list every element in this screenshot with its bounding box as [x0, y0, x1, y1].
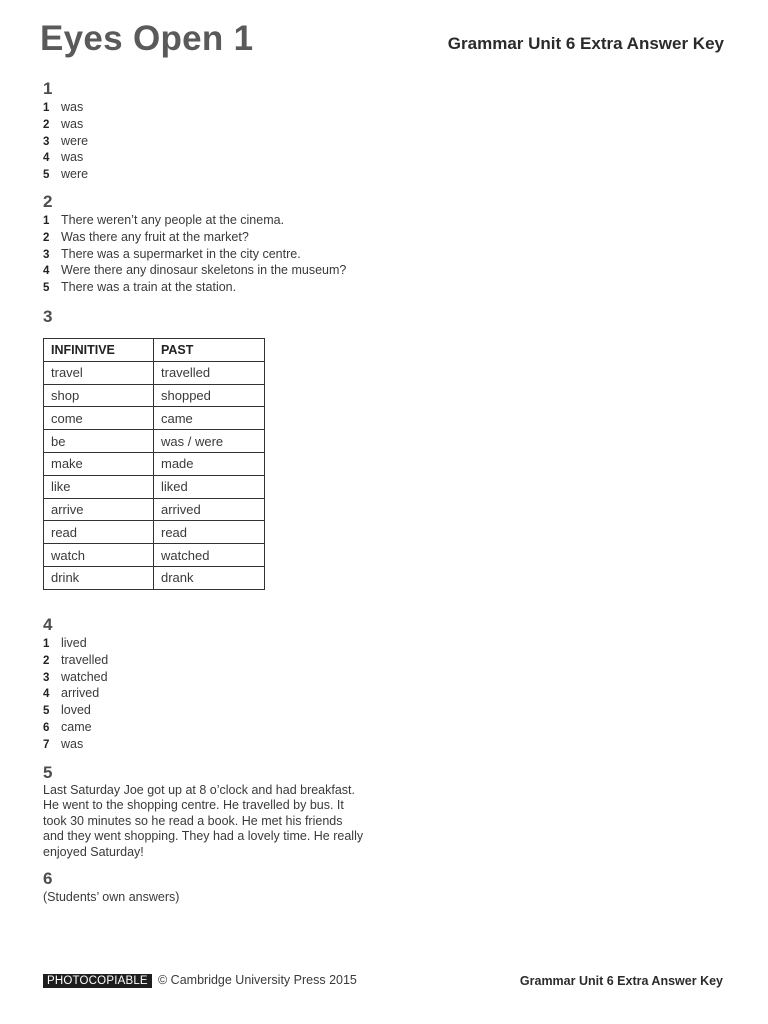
list-item [43, 166, 88, 183]
list-item [43, 279, 346, 296]
past-cell: made [154, 452, 265, 475]
paragraph-line: and they went shopping. They had a lovely time. He really [43, 829, 364, 844]
item-text: came [61, 719, 92, 734]
list-item [43, 99, 88, 116]
item-number: 3 [43, 671, 50, 684]
exercise-4-list [43, 635, 108, 753]
infinitive-cell: shop [44, 384, 154, 407]
past-cell: watched [154, 544, 265, 567]
paragraph-line: He went to the shopping centre. He travelled by bus. It [43, 798, 344, 813]
item-number: 2 [43, 231, 50, 244]
verb-table [43, 338, 265, 590]
item-number: 5 [43, 705, 50, 718]
past-cell: arrived [154, 498, 265, 521]
item-text: There weren’t any people at the cinema. [61, 213, 285, 227]
past-cell: came [154, 407, 265, 430]
infinitive-cell: be [44, 430, 154, 453]
table-row [44, 544, 265, 567]
item-number: 5 [43, 282, 50, 295]
infinitive-cell: drink [44, 566, 154, 589]
item-number: 4 [43, 152, 50, 165]
item-number: 1 [43, 215, 50, 227]
table-row [44, 430, 265, 453]
table-row [44, 498, 265, 521]
past-cell: drank [154, 566, 265, 589]
table-row [44, 566, 265, 589]
infinitive-cell: make [44, 452, 154, 475]
table-row [44, 521, 265, 544]
item-text: were [61, 167, 89, 182]
item-text: Was there any fruit at the market? [61, 229, 249, 244]
list-item [43, 736, 108, 753]
item-number: 4 [43, 688, 50, 701]
footer-title: Grammar Unit 6 Extra Answer Key [519, 974, 723, 988]
doc-title: Eyes Open 1 [40, 19, 254, 58]
table-row [44, 407, 265, 430]
past-cell: travelled [154, 361, 265, 384]
list-item [43, 149, 88, 166]
past-cell: was / were [154, 430, 265, 453]
list-item [43, 719, 108, 736]
paragraph-line: enjoyed Saturday! [43, 844, 144, 859]
item-text: were [61, 133, 89, 148]
list-item [43, 246, 346, 263]
infinitive-cell: read [44, 521, 154, 544]
item-number: 7 [43, 738, 50, 751]
paragraph-line: took 30 minutes so he read a book. He met his friends [43, 813, 343, 828]
column-header-past: PAST [154, 339, 265, 362]
list-item [43, 669, 108, 686]
copyright-notice: © Cambridge University Press 2015 [158, 973, 357, 987]
item-number: 3 [43, 135, 50, 148]
item-text: watched [61, 669, 108, 684]
photocopiable-badge: PHOTOCOPIABLE [43, 974, 152, 988]
exercise-4-heading: 4 [43, 615, 53, 634]
item-number: 6 [43, 721, 50, 734]
item-number: 2 [43, 118, 50, 131]
list-item [43, 635, 108, 652]
column-header-infinitive: INFINITIVE [44, 339, 154, 362]
infinitive-cell: watch [44, 544, 154, 567]
infinitive-cell: travel [44, 361, 154, 384]
exercise-2-heading: 2 [43, 192, 53, 211]
exercise-3-heading: 3 [43, 307, 53, 326]
exercise-2-list [43, 212, 346, 296]
item-text: was [61, 150, 84, 165]
infinitive-cell: arrive [44, 498, 154, 521]
table-row [44, 452, 265, 475]
list-item [43, 652, 108, 669]
list-item [43, 116, 88, 133]
list-item [43, 212, 346, 229]
list-item [43, 702, 108, 719]
list-item [43, 262, 346, 279]
item-number: 1 [43, 638, 50, 650]
exercise-5-paragraph [43, 783, 383, 860]
paragraph-line: Last Saturday Joe got up at 8 o’clock and had breakfast. [43, 783, 356, 797]
item-text: was [61, 100, 84, 114]
item-text: Were there any dinosaur skeletons in the museum? [61, 263, 347, 278]
item-number: 2 [43, 654, 50, 667]
exercise-6-text: (Students’ own answers) [43, 890, 180, 904]
infinitive-cell: like [44, 475, 154, 498]
exercise-5-heading: 5 [43, 763, 53, 782]
exercise-1-heading: 1 [43, 79, 53, 98]
exercise-1-list [43, 99, 88, 183]
infinitive-cell: come [44, 407, 154, 430]
table-row [44, 475, 265, 498]
item-text: arrived [61, 686, 100, 701]
doc-subtitle: Grammar Unit 6 Extra Answer Key [447, 34, 724, 53]
past-cell: shopped [154, 384, 265, 407]
exercise-6-heading: 6 [43, 869, 53, 888]
item-text: loved [61, 703, 91, 718]
table-row [44, 361, 265, 384]
past-cell: liked [154, 475, 265, 498]
table-header-row [44, 339, 265, 362]
item-text: was [61, 116, 84, 131]
item-number: 4 [43, 265, 50, 278]
list-item [43, 133, 88, 150]
item-text: There was a train at the station. [61, 280, 237, 295]
item-number: 1 [43, 102, 50, 114]
list-item [43, 229, 346, 246]
past-cell: read [154, 521, 265, 544]
item-text: lived [61, 636, 87, 650]
table-row [44, 384, 265, 407]
list-item [43, 685, 108, 702]
item-text: There was a supermarket in the city centre. [61, 246, 301, 261]
item-text: was [61, 736, 84, 751]
item-number: 5 [43, 169, 50, 182]
item-number: 3 [43, 248, 50, 261]
item-text: travelled [61, 652, 109, 667]
